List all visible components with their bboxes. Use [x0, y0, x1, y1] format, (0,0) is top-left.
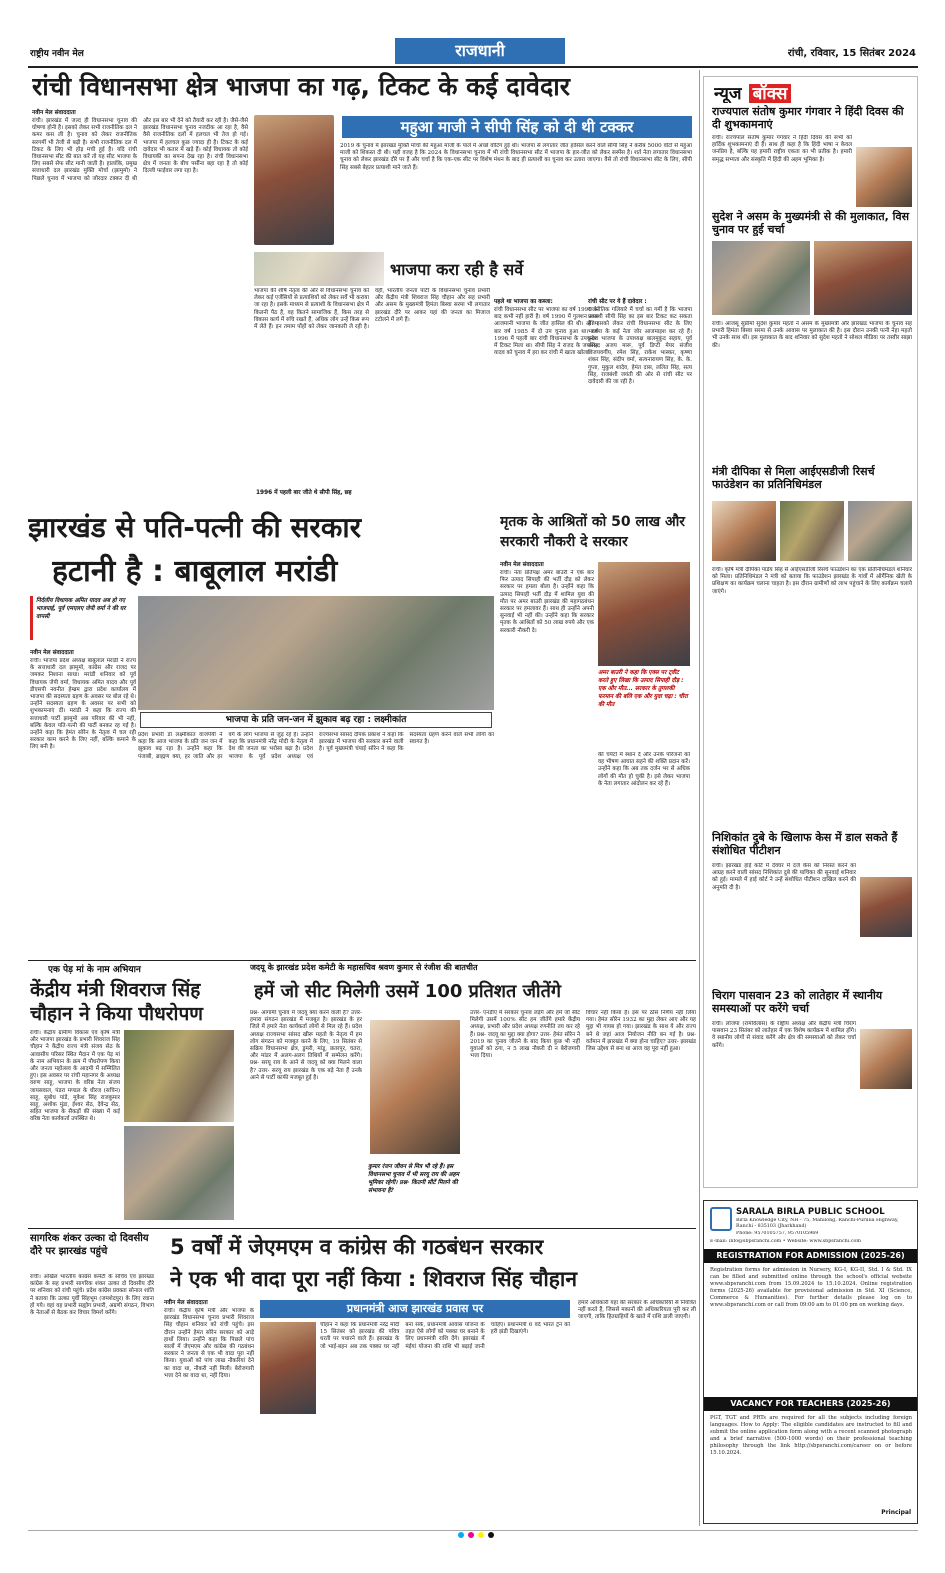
nb-item5-title: चिराग पासवान 23 को लातेहार में स्थानीय समस्याओं पर करेंगे चर्चा	[712, 989, 883, 1015]
pm-box-body: चौहान ने कहा कि प्रधानमंत्री नरेंद्र मोदी 15 सितंबर को झारखंड की पवित्र धरती पर पधारने वाले हैं। झारखंड के जो भाई-बहन अब तक पक्का घर नहीं बना सके, प्रधानमंत्री आवास योजना के तहत ऐसे लोगों को पक्का घर बनाने के लिए प्रधानमंत्री राशि देंगे। झारखंड में मंईयां योजना की राशि भी बढ़ाई जानी चाहिए। प्रधानमंत्री 6 वंदे भारत ट्रेन को हरी झंडी दिखाएंगे।	[320, 1322, 570, 1350]
masthead-left: राष्ट्रीय नवीन मेल	[30, 49, 84, 59]
color-dot-k	[488, 1532, 494, 1538]
gathbandhan-body2: हमारे अधिकारी यहां की सरकार के अधिकारियों से नियंत्रित नहीं करते हैं, जिससे मकानों की अधिकारियता पूरी कर ली जाएगी, ताकि हितग्राहियों के खाते में राशि डाली जाएगी।	[578, 1300, 696, 1321]
lead-col1	[32, 108, 248, 500]
interview-kicker: जदयू के झारखंड प्रदेश कमेटी के महासचिव श्रवण कुमार से रंजीश की बातचीत	[250, 963, 478, 972]
governor-photo	[856, 147, 912, 207]
babulal-headline-2: हटानी है : बाबूलाल मरांडी	[52, 554, 338, 589]
pm-box-title: प्रधानमंत्री आज झारखंड प्रवास पर	[260, 1300, 570, 1318]
col3-body: रांची विधानसभा सीट पर भाजपा का वर्ष 1990 के बाद कभी नहीं हारी है। वर्ष 1990 में गुलशन लाल आजमानी भाजपा के जीत हासिल की थी। अंतिम बार वर्ष 1985 में दो उप चुनाव हुआ था। वर्ष 1996 में पहली बार रांची विधानसभा के उपचुनाव में टिकट मिला था। सीपी सिंह ने राजद के जयसिंह यादव को चुनाव में हरा कर रांची में खाता खोला।	[494, 307, 598, 357]
interview-headline: हमें जो सीट मिलेगी उसमें 100 प्रतिशत जीतेंगे	[254, 981, 561, 1002]
deepika-photo-1	[712, 501, 776, 561]
babulal-photo	[138, 596, 494, 710]
survey-title: भाजपा करा रही है सर्वे	[390, 260, 524, 279]
shivraj-headline: केंद्रीय मंत्री शिवराज सिंह चौहान ने किया पौधरोपण	[30, 979, 204, 1025]
vacancy-body: PGT, TGT and PRTs are required for all the subjects including foreign languages. How to Apply: The eligible candidates are instructed to fill and submit the online application form along with a recent scanned photograph and a brief narrative (500-1000 words) on their professional teaching philosophy through the link http://sbpsranchi.com/career on or before 15.10.2024.	[710, 1415, 912, 1456]
color-dot-c	[458, 1532, 464, 1538]
gathbandhan-headline-1: 5 वर्षों में जेएमएम व कांग्रेस की गठबंधन सरकार	[170, 1235, 544, 1259]
shravan-photo	[370, 1020, 460, 1154]
cp-singh-note: 1996 में पहली बार जीते थे सीपी सिंह, छह	[256, 490, 352, 496]
mid-rule	[28, 960, 696, 961]
school-email: E-mail: info@sbpsranchi.com • Website: www.sbpsranchi.com	[710, 1239, 861, 1244]
lower-rule	[28, 1228, 696, 1229]
registration-body: Registration forms for admission in Nursery, KG-I, KG-II, Std. I & Std. IX can be filled and submitted online through the school's official website www.sbpsranchi.com from 15.09.2024 to 15.10.2024. Online registration forms (2025-26) available for provisional admission in Std. XI (Science, Commerce & Humanities). For further details please log on to www.sbpsranchi.com or call from 09:00 am to 01:00 pm on working days.	[710, 1267, 912, 1308]
babulal-headline-1: झारखंड से पति-पत्नी की सरकार	[28, 511, 362, 544]
shivraj-kicker: एक पेड़ मां के नाम अभियान	[48, 965, 141, 975]
lead-col3	[494, 288, 598, 500]
mahua-photo	[254, 115, 334, 245]
col3-title: पहले था भाजपा का कब्जा:	[494, 299, 553, 305]
school-ad	[703, 1200, 918, 1524]
nb-item2-body: रांची। आजसू सुप्रीमो सुदेश कुमार महतो ने असम के मुख्यमंत्री और झारखंड भाजपा के चुनाव सह प्रभारी हिमंता बिस्वा सरमा से उनके आवास पर मुलाकात की है। इस दौरान उनकी पत्नी नेहा महतो भी उनके साथ थीं। इस मुलाकात के बाद शनिवार को सुदेश महतो ने सोशल मीडिया पर तस्वीर साझा की।	[712, 321, 912, 349]
sudesh-photo-1	[712, 241, 810, 315]
news-box-title-a: न्यूज	[714, 84, 742, 103]
mritak-body: रांची। नेता प्रतिपक्ष अमर बाउरी ने एक बार फिर उत्पाद सिपाही की भर्ती दौड़ को लेकर सरकार पर हमला बोला है। उन्होंने कहा कि उत्पाद सिपाही भर्ती दौड़ में शामिल युवा की मौत पर अमर बाउरी झारखंड की महागठबंधन सरकार पर हमलावर हैं। साथ ही उन्होंने अपनी सुनवाई भी नहीं की। उन्होंने कहा कि सरकार मृतक के आश्रितों को 50 लाख रुपये और एक सरकारी नौकरी दे।	[500, 570, 594, 634]
babulal-photo-caption: भाजपा के प्रति जन-जन में झुकाव बढ़ रहा : लक्ष्मीकांत	[140, 712, 492, 728]
nb-item4-title: निशिकांत दुबे के खिलाफ केस में डाल सकते हैं संशोधित पीटीशन	[712, 831, 898, 857]
gathbandhan-body: रांची। केंद्रीय कृषि मंत्री और भाजपा के झारखंड विधानसभा चुनाव प्रभारी शिवराज सिंह चौहान शनिवार को रांची पहुंचे। इस दौरान उन्होंने हेमंत सोरेन सरकार को आड़े हाथों लिया। उन्होंने कहा कि पिछले पांच सालों में जेएमएम और कांग्रेस की गठबंधन सरकार ने जनता से एक भी वादा पूरा नहीं किया। युवाओं को पांच लाख नौकरियां देने का वादा था, नौकरी नहीं मिली। बेरोजगारी भत्ता देने का वादा था, नहीं दिया।	[164, 1308, 254, 1379]
registration-title: REGISTRATION FOR ADMISSION (2025-26)	[704, 1249, 917, 1263]
news-box-title-b: बॉक्स	[749, 84, 792, 103]
interview-photo-caption: कुमार रंजन जीवन से मित्र भी रहे हैं। इस विधानसभा चुनाव में भी सरयू राय की अहम भूमिका रहेगी। प्रश्न- कितनी सीटें मिलने की संभावना है?	[368, 1164, 460, 1194]
gathbandhan-byline: नवीन मेल संवाददाता	[164, 1300, 208, 1306]
cp-singh-photo	[254, 252, 384, 286]
nb-item4-body: रांची। झारखंड हाई कोर्ट में देवघर में दर्ज केस को निरस्त करने का आग्रह करने वाली सांसद निशिकांत दुबे की याचिका की सुनवाई शनिवार को हुई। मामले में हाई कोर्ट ने उन्हें संशोधित पीटीशन दाखिल करने की अनुमति दी है।	[712, 863, 856, 891]
babulal-byline: नवीन मेल संवाददाता	[30, 650, 74, 656]
plantation-photo-1	[124, 1030, 234, 1122]
color-dot-m	[468, 1532, 474, 1538]
lead-col4	[588, 288, 692, 500]
section-title: राजधानी	[395, 38, 565, 64]
babulal-body: रांची। भाजपा प्रदेश अध्यक्ष बाबूलाल मरांडी ने राज्य के सत्ताधारी दल झामुमो, कांग्रेस और राजद पर जमकर निशाना साधा। मरांडी शनिवार को पूर्व विधायक जेपी वर्मा, विधायक अमित यादव और पूर्व डीएसपी नवनीत हेम्ब्रम द्वारा प्रदेश कार्यालय में भाजपा की सदस्यता ग्रहण के अवसर पर बोल रहे थे। उन्होंने सदस्यता ग्रहण के अवसर पर सभी को शुभकामनाएं दीं। मरांडी ने कहा कि राज्य की सत्ताधारी पार्टी झामुमो अब परिवार की भी नहीं, बल्कि केवल पति-पत्नी की पार्टी बनकर रह गई है। उन्होंने कहा कि हेमंत सोरेन के नेतृत्व में चल रही सरकार काम करने के लिए नहीं, बल्कि कमाने के लिए बनी है।	[30, 658, 136, 751]
school-name: SARALA BIRLA PUBLIC SCHOOL	[736, 1207, 885, 1217]
lead-byline: नवीन मेल संवाददाता	[32, 110, 76, 116]
sagarik-headline: सागरिक शंकर उल्का दो दिवसीय दौरे पर झारखंड पहुंचे	[30, 1233, 149, 1257]
col4-title: रांची सीट पर ये हैं दावेदार :	[588, 299, 647, 305]
interview-body: प्रश्न- आगामी चुनाव में जदयू क्या करने वाली है? उत्तर- हमारा संगठन झारखंड में मजबूत है। झारखंड के हर जिले में हमारे नेता कार्यकर्ता लोगों से मिल रहे हैं। प्रदेश अध्यक्ष राज्यसभा सांसद खीरू महतो के नेतृत्व में हम लोग संगठन को मजबूत करने के लिए, 19 सितंबर से सक्रिय विधानसभा क्षेत्र, डुमरी, मांडू, छतरपुर, चतरा, और मांडर में अलग-अलग तिथियों में सम्मेलन करेंगे। प्रश्न- सरयू राय के आने से जदयू को क्या मिलने वाला है? उत्तर- सरयू राय झारखंड के एक बड़े नेता हैं उनके आने से पार्टी काफी मजबूत हुई है।	[250, 1010, 362, 1081]
survey-body: भाजपा की शीर्ष नेतृत्व की ओर से विधानसभा चुनाव को लेकर कई एजेंसियों से प्रत्याशियों को लेकर सर्वे भी कराया जा रहा है। इसके माध्यम से प्रत्याशी के विधानसभा क्षेत्र में किलनी पैठ है, वह कितने सामाजिक हैं, किस तरह से विकास कार्य में रुचि रखते हैं, अधिक लोग उन्हें किस रूप में लेते हैं। इन तमाम पोंहों को लेकर जानकारी ले रही है। वहीं, भारतीय जनता पार्टी के विधानसभा चुनाव प्रभारी और केंद्रीय मंत्री शिवराज सिंह चौहान और सह प्रभारी और असम के मुख्यमंत्री हिमंता बिस्वा सरमा भी लगातार झारखंड दौरे पर आकर यहां की जनता का मिजाज टटोलने में लगे हैं।	[254, 288, 490, 331]
masthead-rule	[28, 66, 918, 68]
masthead-date: रांची, रविवार, 15 सितंबर 2024	[787, 48, 916, 59]
nb-item5-body: रांची। लोजपा (रामविलास) के राष्ट्रीय अध्यक्ष और केंद्रीय मंत्री चिराग पासवान 23 सितंबर को लातेहार में एक विशेष कार्यक्रम में शामिल होंगे। वे स्थानीय लोगों से संवाद करेंगे और क्षेत्र की समस्याओं को लेकर चर्चा करेंगे।	[712, 1021, 856, 1049]
interview-body2: उत्तर- एनडीए में सरकार चुनाव लड़ेंगे और हमें जो सीट मिलेगी उसमें 100% सीट हम जीतेंगे हमारे केंद्रीय अध्यक्ष, प्रभारी और प्रदेश अध्यक्ष रणनीति तय कर रहे हैं। प्रश्न- जदयू का मुद्दा क्या होगा? उत्तर- हेमंत सोरेन ने 2019 का चुनाव जीतने के बाद किया कुछ भी नहीं युवाओं को ठगा, न 5 लाख नौकरी दी न बेरोजगारी भत्ता दिया।	[470, 1010, 580, 1060]
news-box	[703, 76, 918, 1188]
masthead	[28, 36, 918, 66]
mritak-byline: नवीन मेल संवाददाता	[500, 562, 544, 568]
nb-item3-title: मंत्री दीपिका से मिला आईएसडीजी रिसर्च फाउंडेशन का प्रतिनिधिमंडल	[712, 465, 875, 491]
babulal-kicker: निर्दलीय विधायक अमित यादव अब हो गए भाजपाई, पूर्व एमएलए जेपी वर्मा ने की घर वापसी	[30, 596, 134, 640]
lead-body: रांची। झारखंड में जल्द ही विधानसभा चुनाव की घोषणा होनी है। इसको लेकर सभी राजनीतिक दल ने कमर कस ली है। चुनाव को लेकर राजनीतिक सरगर्मी भी तेजी से बढ़ी है। सभी राजनीतिक दल में टिकट के लिए भी होड़ मची हुई है। यदि रांची विधानसभा सीट की बात करें तो यह सीट भाजपा के लिए सबसे सेफ सीट मानी जाती है। हालांकि, प्रमुख सत्ताधारी दल झारखंड मुक्ति मोर्चा (झामुमो) ने पिछले चुनाव में भाजपा को जोरदार टक्कर दी थी और इस बार भी देने को तैयारी कर रही है। जैसे-जैसे झारखंड विधानसभा चुनाव नजदीक आ रहा है, वैसे वैसे राजनीतिक दलों में हलचल भी तेज हो गई। भाजपा में हलचल कुछ ज्यादा ही है। टिकट के कई दावेदार भी कतार में खड़े हैं। कोई विधायक तो कोई विधायकी का सपना देख रहा है। रांची विधानसभा क्षेत्र में जनता के बीच पर्सीना बहा रहा है तो कोई दिल्ली फाईवार लगा रहा है।	[32, 118, 248, 182]
chirag-photo	[860, 1029, 912, 1089]
col-separator-right	[699, 70, 700, 1526]
inset-body: 2019 के चुनाव में झारखंड मुक्ति मोर्चा की महुआ माजी के पाले में अच्छे वोटिंग हुई थी। भाजपा से लगातार जीत हासिल करने वाले सीपी सिंह ने करीब 5000 वोटों से महुआ माजी को शिकस्त दी थी। यही वजह है कि 2024 के विधानसभा चुनाव में भी रांची विधानसभा सीट में भाजपा के हार-जीत को लेकर सस्पेंस है। शर्त नेता लगातार विधानसभा चुनाव को लेकर झारखंड दौरे पर हैं और चर्चा है कि एक-एक सीट पर विशेष मंथन के बाद ही प्रत्याशी का चुनाव कर उतारा जाएगा। वैसे तो रांची विधानसभा सीट के लिए, सीपी सिंह सबसे बेहतर प्रत्याशी माने जाते हैं।	[340, 143, 692, 171]
plantation-photo-2	[124, 1126, 234, 1220]
mritak-body2: की चपेटों में स्थान दें और उनके परिजनों को वह भीषण आघात सहने की शक्ति प्रदान करें। उन्होंने कहा कि अब तक दर्जन भर से अधिक लोगों की मौत हो चुकी है। इसे लेकर भाजपा के नेता लगातार आंदोलन कर रहे हैं।	[598, 752, 690, 787]
school-logo	[710, 1207, 732, 1231]
bottom-strip	[28, 1530, 918, 1538]
babulal-body2: प्रदेश प्रभारी डॉ लक्ष्मीकांत वाजपेयी ने कहा कि आज भाजपा के प्रति जन जन में झुकाव बढ़ रहा है। उन्होंने कहा कि पंजाबी, ब्राह्मण क्या, हर जाति और हर वर्ग के लोग भाजपा से जुड़ रहे हैं। उन्होंने कहा कि प्रधानमंत्री नरेंद्र मोदी के नेतृत्व में देश की जनता का भरोसा बढ़ा है। प्रदेश भाजपा के पूर्व प्रदेश अध्यक्ष एवं राज्यसभा सांसद दीपक प्रकाश ने कहा कि झारखंड में भाजपा की सरकार बनने वाली है। पूर्व मुख्यमंत्री चंपाई सोरेन ने कहा कि सदस्यता ग्रहण करने वाले सभी लोगों का स्वागत है।	[138, 732, 494, 760]
col4-body: राजनीतिक गलियारे में चर्चा का गर्मी है कि भाजपा प्रत्याशी सीपी सिंह का इस बार टिकट कट सकता है। इसको लेकर रांची विधानसभा सीट के लिए भाजपा के कई नेता जोर आजमाइश कर रहे हैं। प्रदेश भाजपा के उपाध्यक्ष बालमुकुंद सहाय, पूर्व सांसद अजय मारू, पूर्व डिप्टी मेयर संजीव विजयवर्गीय, रमेश सिंह, राकेश भास्कर, कृष्णा शंकर सिंह, संदीप वर्मा, सत्यनारायण सिंह, के. के. गुप्ता, मुकुल शादेव, हेमंत दास, ललित सिंह, सत्य सिंह, राजबंशी जयंती की ओर से रांची सीट पर दावेदारी की जा रही है।	[588, 307, 692, 386]
amar-bauri-photo	[598, 562, 690, 666]
nb-item1-title: राज्यपाल संतोष कुमार गंगवार ने हिंदी दिवस की दी शुभकामनाएं	[712, 105, 904, 131]
mritak-headline: मृतक के आश्रितों को 50 लाख और सरकारी नौकरी दे सरकार	[500, 514, 686, 550]
inset-title: महुआ माजी ने सीपी सिंह को दी थी टक्कर	[342, 116, 692, 138]
school-phone: Phone: 9570105757, 9570105969	[736, 1231, 819, 1236]
sudesh-photo-2	[814, 241, 912, 315]
nb-item3-body: रांची। कृषि मंत्री दीपिका पांडेय सिंह से आईएसडीजी रिसर्च फाउंडेशन का एक प्रतिनिधिमंडल शनिवार को मिला। प्रतिनिधिमंडल ने मंत्री को बताया कि फाउंडेशन झारखंड के गांवों में ऑर्गेनिक खेती के प्रशिक्षण का कार्यक्रम चलाना चाहता है। इस दौरान ग्रामीणों को लाभ पहुंचाने के लिए कार्यक्रम चलाये जाएंगे।	[712, 567, 912, 595]
amar-bauri-caption: अमर बाउरी ने कहा कि एक्स पर ट्वीट करते हुए लिखा कि उत्पाद सिपाही दौड़ : एक और मौत... सरकार के तुगलकी फरमान की बलि एक और युवा चढ़ा : चीरा की मौत	[598, 670, 688, 708]
shivraj-body: रांची। केंद्रीय ग्रामीण विकास एवं कृषि मंत्री और भाजपा झारखंड के प्रभारी शिवराज सिंह चौहान ने केंद्रीय राज्य मंत्री संजय सेठ के आवासीय परिसर स्थित मैदान में एक पेड़ मां के नाम अभियान के क्रम में पौधरोपण किया और जनता महोत्सव के आदमी में सम्मिलित हुए। इस अवसर पर रांची महानगर के अध्यक्ष वरुण साहू, भाजपा के वरिष्ठ नेता संजय जायसवाल, पंडरा मण्डल के धीरज (सचिन) साहू, सुबोध पांडे, मुकेश सिंह राजकुमार साहू, अशोक मुंडा, ईश्वर सेठ, देवेन्द्र सेठ, सहित भाजपा के सैकड़ों की संख्या में कई वरिष्ठ नेता कार्यकर्ता उपस्थित थे।	[30, 1030, 120, 1123]
nishikant-photo	[860, 877, 912, 937]
color-dot-y	[478, 1532, 484, 1538]
sagarik-body: रांची। अखिल भारतीय कांग्रेस कमेटी के सचिव एवं झारखंड कांग्रेस के सह प्रभारी सागरिक शंकर उल्का दो दिवसीय दौरे पर शनिवार को रांची पहुंचे। प्रदेश कांग्रेस प्रवक्ता सोनाल शांति ने बताया कि उल्का पूर्वी सिंहभूम (जमशेदपुर) के लिए रवाना हो गये। वहां वह प्रभारी सह्योग प्रभारी, अग्रणी संगठन, विभाग के नेताओं से बैठक कर विचार विमर्श करेंगे।	[30, 1274, 154, 1317]
nb-item1-body: रांची। राज्यपाल संतोष कुमार गंगवार ने हिंदी दिवस की सभी को हार्दिक शुभकामनाएं दी हैं। साथ ही कहा है कि हिंदी भाषा न केवल जनप्रिय है, बल्कि यह हमारी राष्ट्रीय एकता का भी प्रतीक है। हमारी समृद्ध सभ्यता और संस्कृति में हिंदी की अहम भूमिका है।	[712, 135, 852, 163]
interview-body3: विचार नहीं किया है। इस पर ठोस निर्णय नहीं लिया गया। हेमंत सोरेन 1932 का मुद्दा लेकर आए और यह मुद्दा भी गायब हो गया। झारखंड के साथ ये और राज्य बने थे जहां आज नियोजन नीति बन गई है। प्रश्न- वर्तमान में झारखंड में क्या होना चाहिए? उत्तर- झारखंड जिस उद्देश्य से बना था आज वह पूरा नहीं हुआ।	[586, 1010, 696, 1053]
lead-headline: रांची विधानसभा क्षेत्र भाजपा का गढ़, टिकट के कई दावेदार	[32, 72, 570, 101]
shivraj-photo	[260, 1322, 316, 1414]
deepika-photo-3	[848, 501, 912, 561]
principal-sign: Principal	[881, 1509, 911, 1516]
nb-item2-title: सुदेश ने असम के मुख्यमंत्री से की मुलाकात, विस चुनाव पर हुई चर्चा	[712, 210, 910, 236]
gathbandhan-headline-2: ने एक भी वादा पूरा नहीं किया : शिवराज सिंह चौहान	[170, 1267, 578, 1291]
news-box-header	[714, 81, 914, 103]
school-address: Birla Knowledge City, NH - 75, Mahilong, Ranchi-Purulia Highway, Ranchi - 835103 (Jharkhand)	[736, 1218, 899, 1229]
deepika-photo-2	[780, 501, 844, 561]
vacancy-title: VACANCY FOR TEACHERS (2025-26)	[704, 1397, 917, 1411]
